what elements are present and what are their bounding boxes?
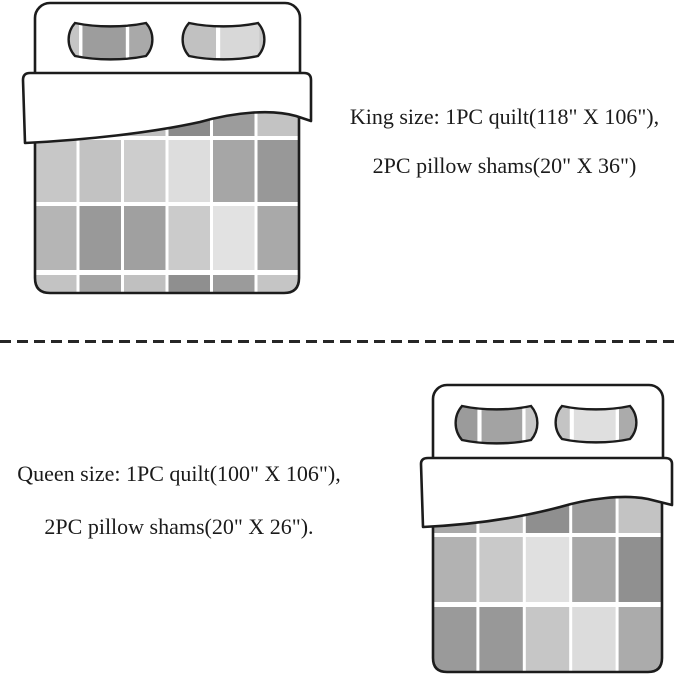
quilt-cell <box>124 140 166 202</box>
queen-bed-illustration <box>415 380 679 678</box>
quilt-cell <box>35 140 77 202</box>
queen-size-spec <box>0 461 358 539</box>
king-bed-illustration <box>0 0 340 310</box>
quilt-cell <box>526 537 569 602</box>
quilt-cell <box>124 206 166 270</box>
quilt-cell <box>80 140 122 202</box>
quilt-cell <box>572 607 615 672</box>
quilt-cell <box>169 140 211 202</box>
quilt-cell <box>213 206 255 270</box>
quilt-cell <box>213 140 255 202</box>
queen-spec-line-1: Queen size: 1PC quilt(100" X 106"), <box>17 461 341 486</box>
quilt-cell <box>433 607 476 672</box>
quilt-cell <box>213 275 255 293</box>
quilt-cell <box>479 537 522 602</box>
quilt-cell <box>572 537 615 602</box>
quilt-cell <box>619 537 662 602</box>
quilt-cell <box>258 206 300 270</box>
quilt-cell <box>619 607 662 672</box>
quilt-cell <box>479 607 522 672</box>
quilt-cell <box>80 206 122 270</box>
king-spec-line-2: 2PC pillow shams(20" X 36") <box>372 153 637 178</box>
quilt-cell <box>169 275 211 293</box>
king-size-spec <box>330 104 679 178</box>
quilt-cell <box>433 537 476 602</box>
king-spec-line-1: King size: 1PC quilt(118" X 106"), <box>349 104 660 129</box>
quilt-cell <box>35 206 77 270</box>
quilt-cell <box>258 140 300 202</box>
quilt-cell <box>124 275 166 293</box>
dashed-divider <box>0 340 679 343</box>
quilt-cell <box>80 275 122 293</box>
quilt-cell <box>169 206 211 270</box>
queen-spec-line-2: 2PC pillow shams(20" X 26"). <box>44 514 314 539</box>
quilt-cell <box>526 607 569 672</box>
